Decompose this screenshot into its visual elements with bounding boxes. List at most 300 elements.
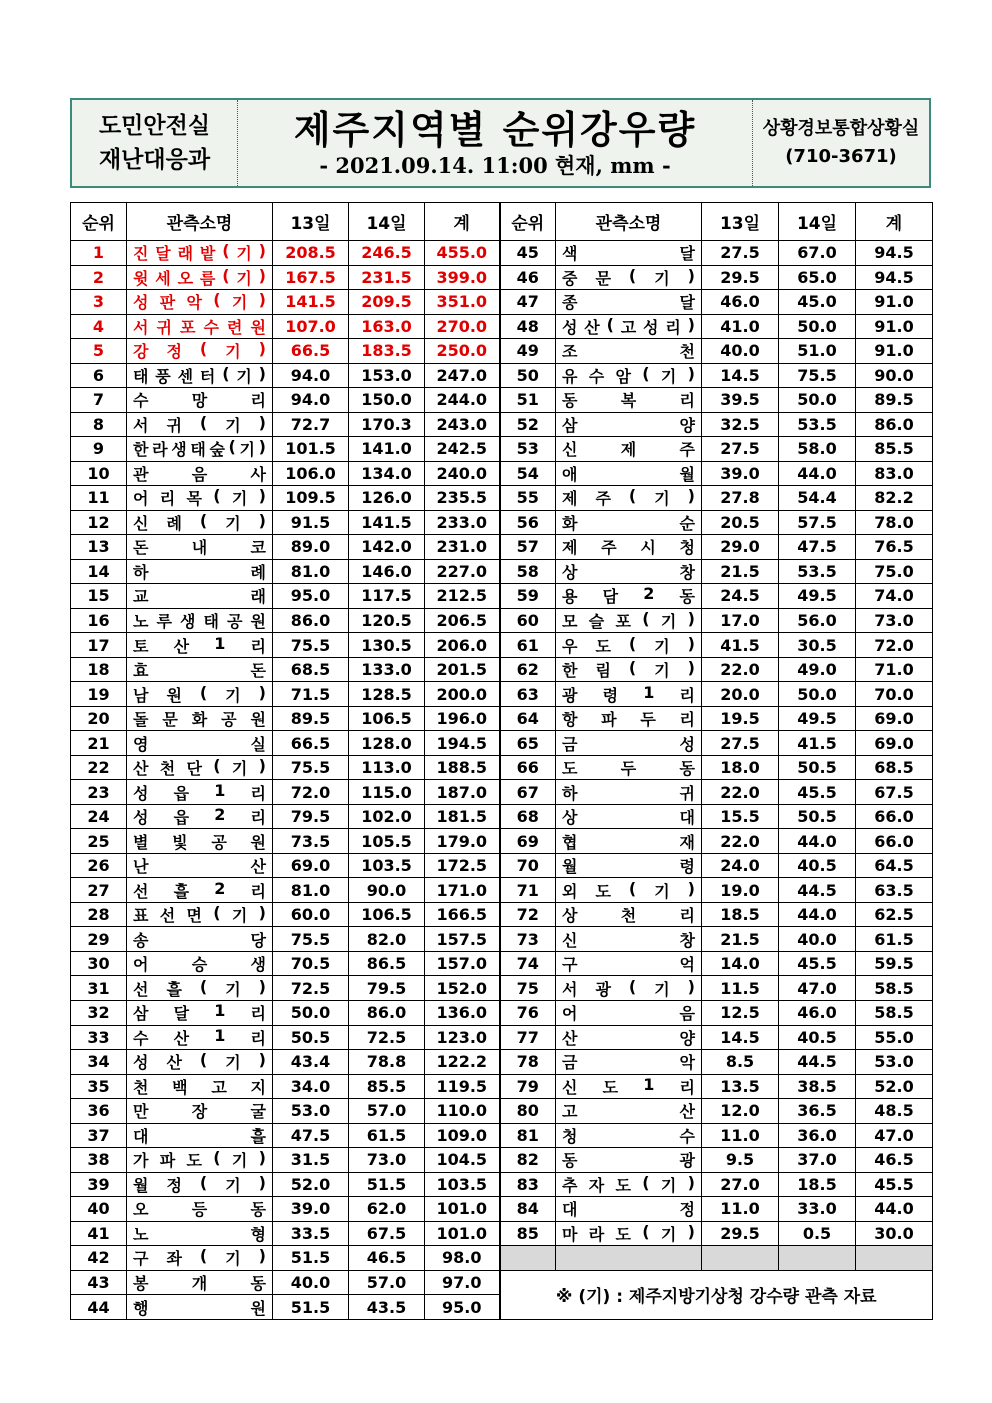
station-name-text xyxy=(562,1026,695,1049)
cell-day14: 67.0 xyxy=(779,241,856,266)
cell-station-name xyxy=(556,1123,702,1148)
office-line2: (710-3671) xyxy=(785,146,897,167)
cell-total: 152.0 xyxy=(425,976,500,1001)
table-row xyxy=(71,682,933,707)
cell-station-name xyxy=(556,314,702,339)
table-row xyxy=(71,1123,933,1148)
table-row xyxy=(71,706,933,731)
cell-total: 63.5 xyxy=(856,878,933,903)
station-name-char: 센 xyxy=(177,366,194,386)
station-name-text xyxy=(562,658,695,681)
cell-station-name xyxy=(556,461,702,486)
station-name-text xyxy=(562,1050,695,1073)
column-header-station-name: 관측소명 xyxy=(127,203,273,241)
cell-rank: 48 xyxy=(500,314,556,339)
station-name-char: 오 xyxy=(177,268,194,288)
cell-day14: 50.0 xyxy=(779,682,856,707)
cell-total: 247.0 xyxy=(425,363,500,388)
cell-total: 85.5 xyxy=(856,437,933,462)
station-name-char: 동 xyxy=(679,587,695,607)
station-name-char: 삼 xyxy=(562,415,578,435)
station-name-char: 빛 xyxy=(172,832,188,852)
station-name-char: 효 xyxy=(133,661,149,681)
cell-station-name xyxy=(127,878,273,903)
station-name-char: 2 xyxy=(643,584,655,604)
station-name-char: ( xyxy=(628,878,637,898)
cell-day13: 27.5 xyxy=(702,241,779,266)
cell-rank: 81 xyxy=(500,1123,556,1148)
report-header xyxy=(70,98,931,188)
cell-station-name xyxy=(556,657,702,682)
station-name-char: 대 xyxy=(133,1126,149,1146)
cell-rank: 78 xyxy=(500,1050,556,1075)
station-name-text xyxy=(562,290,695,313)
station-name-text xyxy=(133,732,266,755)
cell-day13: 39.5 xyxy=(702,388,779,413)
station-name-char: 마 xyxy=(562,1224,578,1244)
table-row xyxy=(71,1074,933,1099)
station-name-char: 생 xyxy=(250,955,266,975)
station-name-char: 파 xyxy=(159,1151,176,1171)
cell-day13: 29.0 xyxy=(702,535,779,560)
station-name-text xyxy=(133,560,266,583)
station-name-char: ( xyxy=(642,363,650,383)
station-name-char: 만 xyxy=(133,1102,149,1122)
station-name-char: 외 xyxy=(562,881,578,901)
station-name-text xyxy=(133,388,266,411)
station-name-text xyxy=(562,584,695,607)
station-name-char: 2 xyxy=(214,805,226,825)
cell-day14: 128.5 xyxy=(349,682,425,707)
cell-day13: 11.0 xyxy=(702,1197,779,1222)
station-name-text xyxy=(562,781,695,804)
station-name-char: 원 xyxy=(250,710,266,730)
station-name-text xyxy=(133,511,266,534)
cell-day14: 246.5 xyxy=(349,241,425,266)
cell-day13: 18.0 xyxy=(702,755,779,780)
station-name-char: 풍 xyxy=(155,366,171,386)
station-name-char: 리 xyxy=(250,636,266,656)
cell-station-name xyxy=(127,1221,273,1246)
station-name-char: 동 xyxy=(562,1151,578,1171)
station-name-char: 공 xyxy=(211,832,227,852)
station-name-char: 진 xyxy=(133,244,149,264)
cell-station-name xyxy=(556,829,702,854)
cell-day14: 79.5 xyxy=(349,976,425,1001)
station-name-char: 송 xyxy=(133,930,149,950)
station-name-char: 노 xyxy=(133,1224,149,1244)
cell-rank: 61 xyxy=(500,633,556,658)
station-name-char: 리 xyxy=(250,1028,266,1048)
station-name-char: 항 xyxy=(562,710,578,730)
station-name-char: 형 xyxy=(250,1224,266,1244)
cell-total: 53.0 xyxy=(856,1050,933,1075)
station-name-char: 돈 xyxy=(250,661,266,681)
cell-station-name xyxy=(556,1172,702,1197)
cell-day14: 209.5 xyxy=(349,290,425,315)
station-name-text xyxy=(562,879,695,902)
department-line1: 도민안전실 xyxy=(98,113,211,139)
station-name-char: 숲 xyxy=(209,440,225,460)
cell-rank: 6 xyxy=(71,363,127,388)
station-name-char: 생 xyxy=(180,611,196,631)
rainfall-ranking-table xyxy=(70,202,933,1320)
station-name-text xyxy=(562,952,695,975)
cell-rank: 29 xyxy=(71,927,127,952)
cell-station-name xyxy=(127,927,273,952)
cell-station-name xyxy=(556,706,702,731)
cell-total: 52.0 xyxy=(856,1074,933,1099)
station-name-char: 파 xyxy=(601,710,617,730)
cell-total: 44.0 xyxy=(856,1197,933,1222)
cell-rank: 55 xyxy=(500,486,556,511)
cell-station-name xyxy=(127,731,273,756)
station-name-char: 라 xyxy=(152,440,168,460)
station-name-char: 고 xyxy=(211,1077,227,1097)
station-name-char: 달 xyxy=(173,1004,190,1024)
cell-day14: 50.0 xyxy=(779,388,856,413)
cell-day14: 38.5 xyxy=(779,1074,856,1099)
station-name-char: 악 xyxy=(186,293,202,313)
station-name-char: 청 xyxy=(679,538,695,558)
cell-station-name xyxy=(127,1148,273,1173)
table-row xyxy=(71,290,933,315)
station-name-char: 신 xyxy=(133,513,149,533)
cell-day13: 20.0 xyxy=(702,682,779,707)
station-name-text xyxy=(133,1001,266,1024)
station-name-text xyxy=(562,830,695,853)
station-name-text xyxy=(133,1271,266,1294)
cell-day13: 22.0 xyxy=(702,829,779,854)
cell-total: 95.0 xyxy=(425,1295,500,1320)
cell-station-name xyxy=(556,437,702,462)
cell-rank: 11 xyxy=(71,486,127,511)
station-name-char: 애 xyxy=(562,464,578,484)
cell-day13: 24.5 xyxy=(702,584,779,609)
cell-station-name xyxy=(556,559,702,584)
cell-total: 212.5 xyxy=(425,584,500,609)
station-name-text xyxy=(133,413,266,436)
cell-day13: 43.4 xyxy=(273,1050,349,1075)
cell-total: 194.5 xyxy=(425,731,500,756)
cell-day14: 40.0 xyxy=(779,927,856,952)
station-name-char: 태 xyxy=(190,440,206,460)
cell-day14: 45.5 xyxy=(779,780,856,805)
station-name-char: 라 xyxy=(588,1224,605,1244)
station-name-char: 도 xyxy=(595,636,611,656)
cell-rank: 75 xyxy=(500,976,556,1001)
cell-total: 110.0 xyxy=(425,1099,500,1124)
station-name-char: ( xyxy=(628,976,637,996)
station-name-char: 도 xyxy=(595,881,611,901)
station-name-char: 련 xyxy=(227,317,243,337)
cell-rank: 54 xyxy=(500,461,556,486)
footnote: ※ (기) : 제주지방기상청 강수량 관측 자료 xyxy=(500,1270,933,1319)
cell-station-name xyxy=(127,682,273,707)
cell-rank: 49 xyxy=(500,339,556,364)
cell-rank: 24 xyxy=(71,804,127,829)
cell-day14: 41.5 xyxy=(779,731,856,756)
station-name-char: ) xyxy=(258,437,266,457)
station-name-text xyxy=(133,756,266,779)
cell-total: 58.5 xyxy=(856,1000,933,1025)
station-name-char: 단 xyxy=(186,759,202,779)
station-name-char: 슬 xyxy=(588,611,605,631)
cell-rank: 63 xyxy=(500,682,556,707)
cell-rank: 21 xyxy=(71,731,127,756)
cell-day13: 51.5 xyxy=(273,1246,349,1271)
station-name-char: 1 xyxy=(214,780,226,800)
station-name-char: 1 xyxy=(214,1001,226,1021)
cell-day14: 65.0 xyxy=(779,265,856,290)
cell-station-name xyxy=(556,682,702,707)
cell-station-name xyxy=(127,314,273,339)
cell-day13: 66.5 xyxy=(273,731,349,756)
station-name-char: 정 xyxy=(679,1200,695,1220)
cell-rank: 22 xyxy=(71,755,127,780)
cell-day13: 18.5 xyxy=(702,902,779,927)
cell-day13: 11.5 xyxy=(702,976,779,1001)
cell-day14: 231.5 xyxy=(349,265,425,290)
station-name-char: 름 xyxy=(199,268,216,288)
cell-rank: 15 xyxy=(71,584,127,609)
cell-day13: 107.0 xyxy=(273,314,349,339)
cell-station-name xyxy=(127,633,273,658)
cell-rank: 74 xyxy=(500,951,556,976)
cell-station-name xyxy=(127,1025,273,1050)
cell-rank: 10 xyxy=(71,461,127,486)
station-name-char: 달 xyxy=(155,244,171,264)
table-row xyxy=(71,461,933,486)
cell-station-name xyxy=(556,853,702,878)
cell-station-name xyxy=(556,265,702,290)
cell-day14: 46.5 xyxy=(349,1246,425,1271)
table-row xyxy=(71,1099,933,1124)
cell-day13: 34.0 xyxy=(273,1074,349,1099)
station-name-char: 한 xyxy=(133,440,149,460)
cell-station-name xyxy=(556,804,702,829)
station-name-char: 기 xyxy=(660,611,677,631)
station-name-char: 순 xyxy=(679,513,695,533)
cell-total: 48.5 xyxy=(856,1099,933,1124)
column-header-rank: 순위 xyxy=(71,203,127,241)
station-name-char: 밭 xyxy=(199,244,216,264)
cell-day13: 109.5 xyxy=(273,486,349,511)
cell-day13: 89.5 xyxy=(273,706,349,731)
station-name-char: 문 xyxy=(595,268,611,288)
table-row xyxy=(71,780,933,805)
cell-day13: 17.0 xyxy=(702,608,779,633)
station-name-text xyxy=(562,364,695,387)
cell-station-name xyxy=(127,1000,273,1025)
station-name-char: ( xyxy=(213,903,221,923)
station-name-text xyxy=(562,1148,695,1171)
cell-rank: 60 xyxy=(500,608,556,633)
cell-day14: 44.0 xyxy=(779,461,856,486)
cell-day14: 62.0 xyxy=(349,1197,425,1222)
station-name-char: 용 xyxy=(562,587,578,607)
station-name-char: 기 xyxy=(225,1175,241,1195)
cell-rank: 46 xyxy=(500,265,556,290)
cell-day13: 22.0 xyxy=(702,780,779,805)
cell-total: 250.0 xyxy=(425,339,500,364)
station-name-char: ) xyxy=(687,976,695,996)
station-name-char: 례 xyxy=(166,513,182,533)
station-name-char: 어 xyxy=(562,1004,578,1024)
station-name-char: 기 xyxy=(231,293,248,313)
cell-station-name xyxy=(127,902,273,927)
cell-station-name xyxy=(556,755,702,780)
cell-station-name xyxy=(127,853,273,878)
station-name-char: 신 xyxy=(562,930,578,950)
cell-total: 206.5 xyxy=(425,608,500,633)
cell-day14: 150.0 xyxy=(349,388,425,413)
station-name-text xyxy=(133,364,266,387)
station-name-text xyxy=(133,535,266,558)
cell-total: 62.5 xyxy=(856,902,933,927)
cell-station-name xyxy=(127,388,273,413)
cell-day14: 115.0 xyxy=(349,780,425,805)
cell-rank: 45 xyxy=(500,241,556,266)
cell-rank: 37 xyxy=(71,1123,127,1148)
station-name-text xyxy=(562,756,695,779)
table-row xyxy=(71,1246,933,1271)
table-row xyxy=(71,608,933,633)
station-name-text xyxy=(562,413,695,436)
cell-day14: 113.0 xyxy=(349,755,425,780)
station-name-char: 고 xyxy=(620,317,637,337)
station-name-char: ( xyxy=(199,1172,208,1192)
station-name-char: 기 xyxy=(231,759,248,779)
cell-station-name xyxy=(127,486,273,511)
table-row xyxy=(71,755,933,780)
cell-station-name xyxy=(556,1000,702,1025)
cell-station-name xyxy=(556,1197,702,1222)
cell-rank: 84 xyxy=(500,1197,556,1222)
cell-station-name xyxy=(127,1270,273,1295)
cell-day14: 37.0 xyxy=(779,1148,856,1173)
station-name-char: 두 xyxy=(620,759,637,779)
table-row xyxy=(71,804,933,829)
cell-day13: 39.0 xyxy=(702,461,779,486)
cell-rank: 12 xyxy=(71,510,127,535)
table-row xyxy=(71,584,933,609)
station-name-char: 토 xyxy=(133,636,149,656)
station-name-char: 화 xyxy=(191,710,208,730)
station-name-text xyxy=(133,634,266,657)
page-subtitle: - 2021.09.14. 11:00 현재, mm - xyxy=(319,153,671,178)
station-name-char: ( xyxy=(628,265,637,285)
station-name-char: 지 xyxy=(250,1077,266,1097)
station-name-char: ) xyxy=(687,1221,695,1241)
cell-rank: 19 xyxy=(71,682,127,707)
cell-total: 69.0 xyxy=(856,731,933,756)
empty-gray-cell xyxy=(702,1246,779,1271)
cell-total: 61.5 xyxy=(856,927,933,952)
station-name-char: 재 xyxy=(679,832,695,852)
cell-rank: 41 xyxy=(71,1221,127,1246)
station-name-char: 실 xyxy=(250,734,266,754)
cell-day13: 27.5 xyxy=(702,437,779,462)
cell-rank: 33 xyxy=(71,1025,127,1050)
cell-day13: 89.0 xyxy=(273,535,349,560)
cell-station-name xyxy=(556,388,702,413)
cell-total: 122.2 xyxy=(425,1050,500,1075)
cell-total: 69.0 xyxy=(856,706,933,731)
cell-total: 64.5 xyxy=(856,853,933,878)
station-name-char: ) xyxy=(258,682,266,702)
cell-day13: 69.0 xyxy=(273,853,349,878)
cell-day13: 15.5 xyxy=(702,804,779,829)
station-name-char: 강 xyxy=(133,342,149,362)
station-name-char: 산 xyxy=(173,1028,190,1048)
cell-rank: 38 xyxy=(71,1148,127,1173)
cell-day13: 141.5 xyxy=(273,290,349,315)
station-name-char: 돈 xyxy=(133,538,149,558)
cell-day13: 94.0 xyxy=(273,388,349,413)
cell-day14: 153.0 xyxy=(349,363,425,388)
station-name-text xyxy=(133,315,266,338)
station-name-char: ) xyxy=(687,314,695,334)
cell-rank: 68 xyxy=(500,804,556,829)
station-name-char: 봉 xyxy=(133,1273,149,1293)
cell-rank: 51 xyxy=(500,388,556,413)
station-name-char: 귀 xyxy=(156,317,172,337)
station-name-text xyxy=(133,1099,266,1122)
cell-station-name xyxy=(127,1050,273,1075)
cell-day13: 33.5 xyxy=(273,1221,349,1246)
empty-gray-cell xyxy=(779,1246,856,1271)
cell-total: 243.0 xyxy=(425,412,500,437)
cell-day13: 12.5 xyxy=(702,1000,779,1025)
cell-station-name xyxy=(556,486,702,511)
station-name-char: 산 xyxy=(250,857,266,877)
station-name-char: 굴 xyxy=(250,1102,266,1122)
station-name-char: ( xyxy=(213,1148,221,1168)
station-name-char: 주 xyxy=(595,489,611,509)
station-name-text xyxy=(562,535,695,558)
station-name-char: 도 xyxy=(615,1175,631,1195)
table-body xyxy=(71,203,933,1320)
column-header-day14: 14일 xyxy=(349,203,425,241)
station-name-char: ) xyxy=(687,486,695,506)
station-name-char: 원 xyxy=(250,832,266,852)
cell-station-name xyxy=(127,951,273,976)
cell-day13: 101.5 xyxy=(273,437,349,462)
station-name-char: ) xyxy=(687,878,695,898)
station-name-char: 신 xyxy=(562,440,578,460)
cell-station-name xyxy=(556,535,702,560)
cell-day13: 91.5 xyxy=(273,510,349,535)
table-row xyxy=(71,902,933,927)
station-name-char: 림 xyxy=(595,661,611,681)
cell-day14: 126.0 xyxy=(349,486,425,511)
station-name-char: 1 xyxy=(214,633,226,653)
station-name-char: 상 xyxy=(562,906,578,926)
station-name-text xyxy=(133,1050,266,1073)
station-name-text xyxy=(133,266,266,289)
table-row xyxy=(71,388,933,413)
cell-day13: 72.0 xyxy=(273,780,349,805)
cell-day13: 14.5 xyxy=(702,1025,779,1050)
station-name-char: 정 xyxy=(166,342,182,362)
cell-day14: 50.0 xyxy=(779,314,856,339)
cell-day14: 105.5 xyxy=(349,829,425,854)
station-name-char: ) xyxy=(258,1246,266,1266)
station-name-text xyxy=(562,1222,695,1245)
station-name-char: 정 xyxy=(166,1175,182,1195)
station-name-char: 가 xyxy=(133,1151,149,1171)
